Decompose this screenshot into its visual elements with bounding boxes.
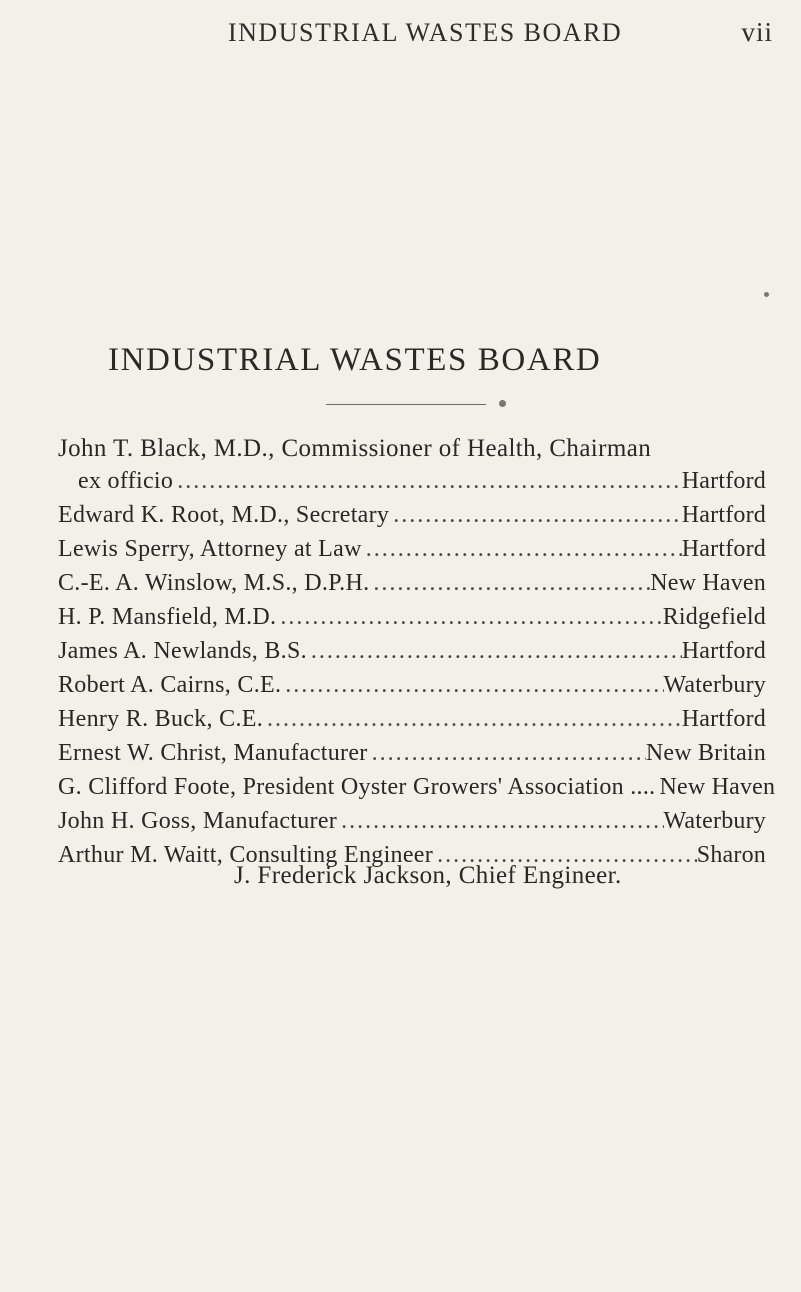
member-name: H. P. Mansfield, M.D.: [58, 604, 277, 630]
member-name: James A. Newlands, B.S.: [58, 638, 307, 664]
member-place: New Britain: [645, 740, 766, 766]
member-place: New Haven: [650, 570, 766, 596]
member-place: Waterbury: [663, 808, 766, 834]
board-title: INDUSTRIAL WASTES BOARD: [108, 342, 602, 378]
member-place: Waterbury: [663, 672, 766, 698]
ink-speck: [499, 400, 506, 407]
member-place: Hartford: [681, 638, 766, 664]
member-place: Sharon: [696, 842, 766, 868]
dot-leader: [389, 502, 682, 529]
member-row: [58, 604, 766, 636]
member-name: Ernest W. Christ, Manufacturer: [58, 740, 368, 766]
member-name: Robert A. Cairns, C.E.: [58, 672, 282, 698]
member-row: [58, 672, 766, 704]
member-row: [58, 536, 766, 568]
member-name: C.-E. A. Winslow, M.S., D.P.H.: [58, 570, 370, 596]
member-name: Arthur M. Waitt, Consulting Engineer: [58, 842, 434, 868]
chief-engineer-line: J. Frederick Jackson, Chief Engineer.: [234, 862, 622, 889]
member-row: [58, 570, 766, 602]
member-row: [58, 774, 776, 806]
ink-speck: [764, 292, 769, 297]
title-rule: [326, 404, 486, 405]
member-row: [58, 706, 766, 738]
member-row: [58, 808, 766, 840]
member-place: New Haven: [659, 774, 776, 800]
member-row: [58, 740, 766, 772]
member-row: [58, 502, 766, 534]
member-name: Edward K. Root, M.D., Secretary: [58, 502, 390, 528]
member-row: [78, 468, 766, 500]
dot-leader: [307, 638, 682, 665]
member-place: Hartford: [681, 468, 766, 494]
member-place: Hartford: [681, 502, 766, 528]
member-name: John H. Goss, Manufacturer: [58, 808, 338, 834]
member-name: Henry R. Buck, C.E.: [58, 706, 264, 732]
member-row: [58, 638, 766, 670]
running-head: INDUSTRIAL WASTES BOARD: [228, 18, 623, 47]
member-name: G. Clifford Foote, President Oyster Growers' Association ....: [58, 774, 656, 800]
dot-leader: [362, 536, 682, 563]
dot-leader: [173, 468, 682, 495]
member-place: Hartford: [681, 536, 766, 562]
member-place: Hartford: [681, 706, 766, 732]
dot-leader: [337, 808, 663, 835]
dot-leader: [276, 604, 662, 631]
page-number: vii: [741, 17, 773, 47]
dot-leader: [368, 740, 646, 767]
member-place: Ridgefield: [662, 604, 766, 630]
member-name: Lewis Sperry, Attorney at Law: [58, 536, 362, 562]
dot-leader: [369, 570, 650, 597]
chairman-line: John T. Black, M.D., Commissioner of Health, Chairman: [58, 435, 652, 462]
dot-leader: [281, 672, 663, 699]
member-name: ex officio: [78, 468, 174, 494]
dot-leader: [263, 706, 682, 733]
